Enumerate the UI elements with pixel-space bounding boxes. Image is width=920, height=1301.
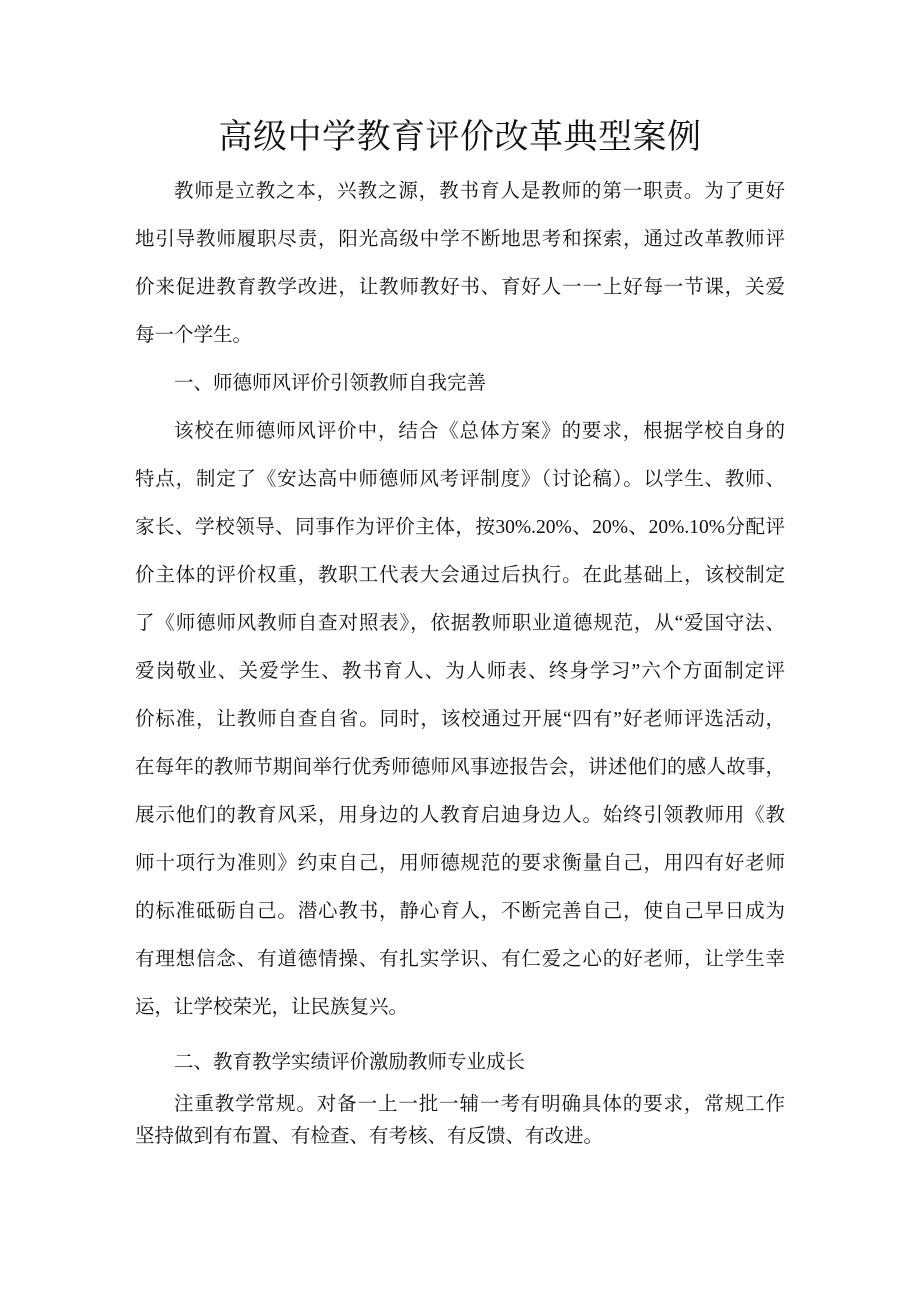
text-line: 在每年的教师节期间举行优秀师德师风事迹报告会，讲述他们的感人故事，: [135, 757, 785, 778]
text-line: 价主体的评价权重，教职工代表大会通过后执行。在此基础上，该校制定: [135, 565, 785, 586]
text-line: 展示他们的教育风采，用身边的人教育启迪身边人。始终引领教师用《教: [135, 805, 785, 826]
text-line: 教师是立教之本，兴教之源，教书育人是教师的第一职责。为了更好: [174, 181, 785, 202]
text-line: 价来促进教育教学改进，让教师教好书、育好人一一上好每一节课，关爱: [135, 277, 785, 298]
text-line: 运，让学校荣光，让民族复兴。: [135, 997, 409, 1018]
text-line: 特点，制定了《安达高中师德师风考评制度》（讨论稿）。以学生、教师、: [135, 469, 785, 490]
text-line: 的标准砥砺自己。潜心教书，静心育人，不断完善自己，使自己早日成为: [135, 901, 785, 922]
text-line: 坚持做到有布置、有检查、有考核、有反馈、有改进。: [135, 1126, 604, 1147]
text-line: 师十项行为准则》约束自己，用师德规范的要求衡量自己，用四有好老师: [135, 853, 785, 874]
paragraph-intro: [135, 168, 785, 360]
text-line: 价标准，让教师自查自省。同时，该校通过开展“四有”好老师评选活动，: [135, 709, 785, 730]
paragraph-teaching-routine: [135, 1089, 785, 1153]
text-line: 了《师德师风教师自查对照表》，依据教师职业道德规范，从“爱国守法、: [135, 613, 785, 634]
text-line: 该校在师德师风评价中，结合《总体方案》的要求，根据学校自身的: [174, 421, 785, 442]
paragraph-teacher-ethics: [135, 408, 785, 1032]
text-line: 有理想信念、有道德情操、有扎实学识、有仁爱之心的好老师，让学生幸: [135, 949, 785, 970]
text-line: 爱岗敬业、关爱学生、教书育人、为人师表、终身学习”六个方面制定评: [135, 661, 785, 682]
section-heading-2: 二、教育教学实绩评价激励教师专业成长: [174, 1052, 526, 1073]
document-body: [135, 114, 785, 1153]
section-heading-1: 一、师德师风评价引领教师自我完善: [174, 373, 487, 394]
document-title: 高级中学教育评价改革典型案例: [218, 119, 702, 156]
text-line: 注重教学常规。对备一上一批一辅一考有明确具体的要求，常规工作: [174, 1094, 785, 1115]
text-line: 地引导教师履职尽责，阳光高级中学不断地思考和探索，通过改革教师评: [135, 229, 785, 250]
text-line: 每一个学生。: [135, 325, 253, 346]
text-line: 家长、学校领导、同事作为评价主体，按30%.20%、20%、20%.10%分配评: [135, 517, 785, 538]
